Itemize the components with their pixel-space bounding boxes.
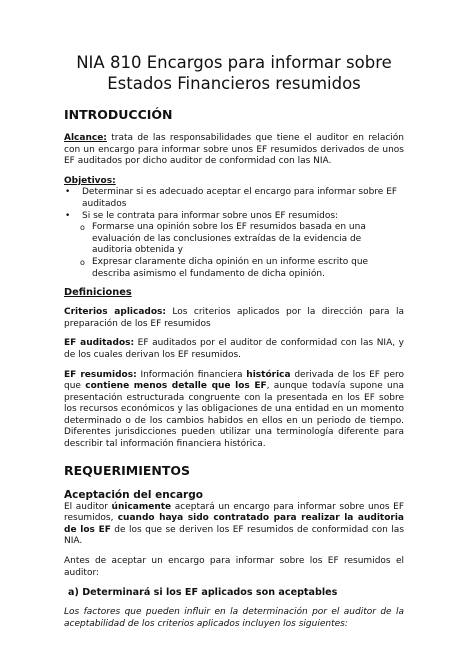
acept-text-1: El auditor bbox=[64, 501, 112, 512]
alcance-text: trata de las responsabilidades que tiene el auditor en relación con un encargo para informar sobre unos EF resumidos derivados de unos EF auditados por dicho auditor de conformidad con las NIA. bbox=[64, 133, 404, 167]
bullet-icon: • bbox=[65, 210, 71, 221]
aceptacion-heading: Aceptación del encargo bbox=[64, 488, 203, 501]
objetivos-label-line bbox=[64, 176, 404, 188]
requerimientos-heading: REQUERIMIENTOS bbox=[64, 462, 191, 478]
circle-bullet-icon: o bbox=[80, 257, 85, 267]
criterios-paragraph bbox=[64, 307, 404, 330]
criterios-label: Criterios aplicados: bbox=[64, 307, 166, 318]
list-item bbox=[64, 222, 404, 257]
sub-objetivo-text: Expresar claramente dicha opinión en un informe escrito que describa asimismo el fundamento de dicha opinión. bbox=[92, 256, 369, 279]
acept-bold-1: únicamente bbox=[111, 501, 172, 512]
acept-text-3: de los que se deriven los EF resumidos de conformidad con las NIA. bbox=[64, 524, 405, 547]
criterios-text: Los criterios aplicados por la dirección para la preparación de los EF resumidos bbox=[64, 307, 404, 329]
alcance-label: Alcance: bbox=[64, 133, 107, 143]
objetivo-text: Si se le contrata para informar sobre unos EF resumidos: bbox=[82, 210, 339, 221]
sub-objetivo-text: Formarse una opinión sobre los EF resumidos basada en una evaluación de las conclusiones extraídas de la evidencia de auditoria obtenida y bbox=[92, 222, 366, 256]
ef-resumidos-text-3: , aunque todavía supone una presentación estructurada congruente con la presentada en los EF sobre los recursos económicos y las obligaciones de una entidad en un momento determinado o de los cambios habidos en ellos en un periodo de tiempo. Diferentes jurisdicciones pueden utilizar una terminología diferente para describir tal información financiera histórica. bbox=[64, 381, 404, 450]
alcance-paragraph bbox=[64, 133, 404, 168]
list-item bbox=[64, 257, 404, 280]
bullet-icon: • bbox=[65, 187, 71, 198]
aceptacion-paragraph bbox=[64, 502, 404, 548]
document-page bbox=[0, 52, 474, 665]
intro-heading: INTRODUCCIÓN bbox=[64, 107, 173, 122]
ef-resumidos-text-1: Información financiera bbox=[136, 369, 247, 380]
ef-resumidos-paragraph bbox=[64, 370, 404, 451]
acept-bold-2: cuando haya sido contratado para realizar la auditoria de los EF bbox=[64, 513, 404, 535]
objetivo-text: Determinar si es adecuado aceptar el encargo para informar sobre EF auditados bbox=[82, 187, 398, 209]
ef-auditados-label: EF auditados: bbox=[64, 338, 135, 349]
title-line-2: Estados Financieros resumidos bbox=[107, 74, 361, 93]
circle-bullet-icon: o bbox=[80, 223, 85, 233]
ef-resumidos-bold-2: contiene menos detalle que los EF bbox=[85, 381, 267, 392]
document-title bbox=[64, 52, 404, 94]
ef-resumidos-label: EF resumidos: bbox=[64, 369, 137, 380]
ef-resumidos-text-2: derivada de los EF pero que bbox=[64, 369, 404, 392]
list-item bbox=[64, 211, 404, 223]
ef-auditados-paragraph bbox=[64, 338, 404, 361]
antes-paragraph: Antes de aceptar un encargo para informar sobre los EF resumidos el auditor: bbox=[64, 556, 404, 578]
ef-resumidos-bold-1: histórica bbox=[246, 369, 291, 380]
ef-auditados-text: EF auditados por el auditor de conformidad con las NIA, y de los cuales derivan los EF resumidos. bbox=[64, 338, 404, 360]
title-line-1: NIA 810 Encargos para informar sobre bbox=[76, 53, 392, 72]
acept-text-2: aceptará un encargo para informar sobre unos EF resumidos, bbox=[64, 501, 405, 524]
objetivos-label: Objetivos: bbox=[64, 175, 116, 186]
factores-paragraph: Los factores que pueden influir en la determinación por el auditor de la aceptabilidad de los criterios aplicados incluyen los siguientes: bbox=[64, 607, 404, 629]
list-item bbox=[64, 187, 404, 210]
item-a-heading: a) Determinará si los EF aplicados son aceptables bbox=[68, 587, 338, 599]
definiciones-heading: Definiciones bbox=[64, 287, 132, 299]
objetivos-list bbox=[64, 187, 404, 280]
